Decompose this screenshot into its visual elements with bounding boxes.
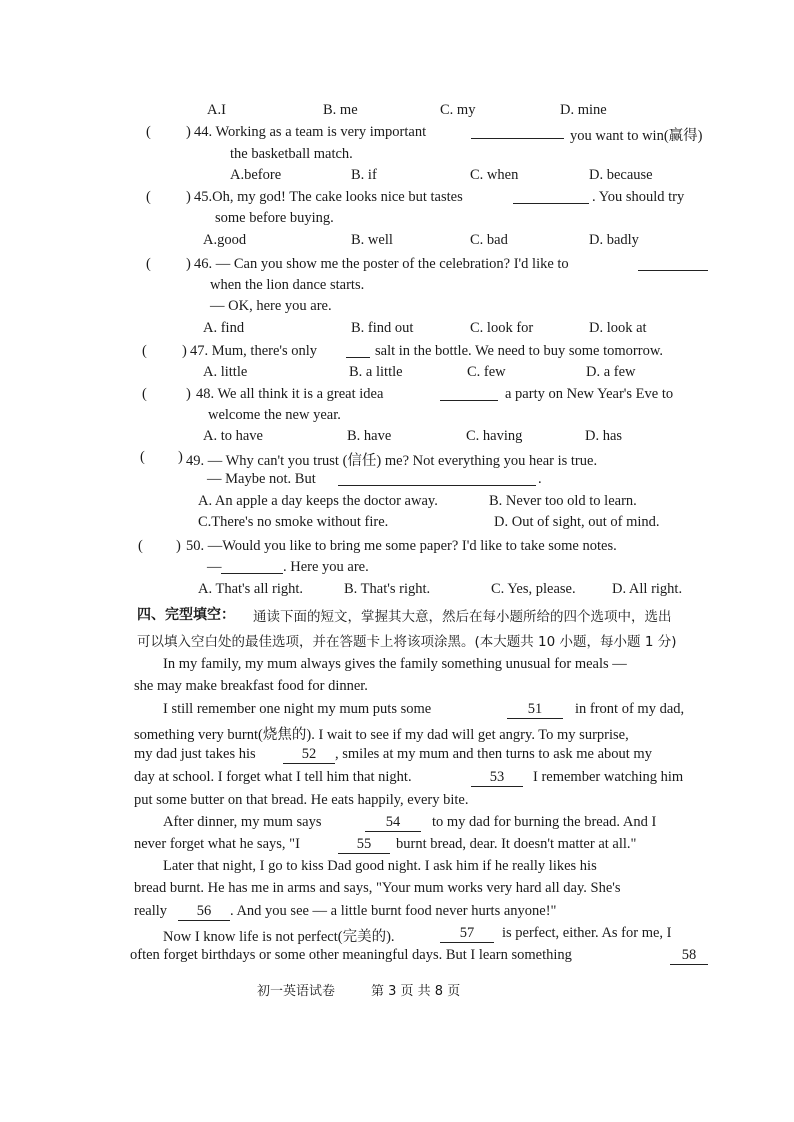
- answer-paren-open: (: [146, 189, 151, 205]
- q46-blank: [638, 256, 708, 271]
- q48-blank: [440, 386, 498, 401]
- q49-option-c: C.There's no smoke without fire.: [198, 514, 389, 530]
- q46-stem-line3: — OK, here you are.: [210, 298, 332, 314]
- q45-option-b: B. well: [351, 232, 393, 248]
- section-instruction-line1: 通读下面的短文，掌握其大意，然后在每小题所给的四个选项中，选出: [253, 609, 672, 625]
- passage-line: she may make breakfast food for dinner.: [134, 678, 368, 694]
- q49-option-b: B. Never too old to learn.: [489, 493, 637, 509]
- passage-line: In my family, my mum always gives the family something unusual for meals —: [163, 656, 627, 672]
- q46-option-c: C. look for: [470, 320, 534, 336]
- section-title: 四、完型填空：: [137, 607, 235, 623]
- passage-line: Later that night, I go to kiss Dad good night. I ask him if he really likes his: [163, 858, 597, 874]
- q43-option-d: D. mine: [560, 102, 607, 118]
- q49-blank: [338, 471, 536, 486]
- answer-paren-close: ): [186, 124, 191, 140]
- section-instruction-line2: 可以填入空白处的最佳选项，并在答题卡上将该项涂黑。(本大题共 10 小题，每小题 1 分): [137, 634, 677, 650]
- q47-blank: [346, 343, 370, 358]
- answer-paren-close: ): [186, 386, 191, 402]
- answer-paren-close: ): [176, 538, 181, 554]
- passage-line: After dinner, my mum says: [163, 814, 322, 830]
- q50-blank: [221, 559, 283, 574]
- passage-line: bread burnt. He has me in arms and says, "Your mum works very hard all day. She's: [134, 880, 621, 896]
- q48-stem-line2: welcome the new year.: [208, 407, 341, 423]
- passage-line: in front of my dad,: [575, 701, 685, 717]
- q45-option-d: D. badly: [589, 232, 639, 248]
- answer-paren-close: ): [186, 189, 191, 205]
- q46-stem-line2: when the lion dance starts.: [210, 277, 365, 293]
- q44-stem-line2: the basketball match.: [230, 146, 353, 162]
- answer-paren-close: ): [178, 449, 183, 465]
- q49-option-a: A. An apple a day keeps the doctor away.: [198, 493, 438, 509]
- q44-stem-end: you want to win(赢得): [570, 128, 703, 144]
- q45-blank: [513, 189, 589, 204]
- q43-option-b: B. me: [323, 102, 358, 118]
- q50-stem-end: . Here you are.: [283, 559, 369, 575]
- passage-line: my dad just takes his: [134, 746, 256, 762]
- q50-option-c: C. Yes, please.: [491, 581, 576, 597]
- cloze-blank-53: 53: [471, 769, 523, 787]
- q50-option-d: D. All right.: [612, 581, 683, 597]
- answer-paren-open: (: [142, 343, 147, 359]
- q48-option-a: A. to have: [203, 428, 263, 444]
- passage-line: put some butter on that bread. He eats happily, every bite.: [134, 792, 469, 808]
- cloze-blank-55: 55: [338, 836, 390, 854]
- q45-option-a: A.good: [203, 232, 247, 248]
- q50-stem-line1: 50. —Would you like to bring me some paper? I'd like to take some notes.: [186, 538, 617, 554]
- q46-stem-start: 46. — Can you show me the poster of the celebration? I'd like to: [194, 256, 569, 272]
- passage-line: often forget birthdays or some other meaningful days. But I learn something: [130, 947, 572, 963]
- passage-line: I still remember one night my mum puts some: [163, 701, 432, 717]
- passage-line: never forget what he says, "I: [134, 836, 300, 852]
- passage-line: . And you see — a little burnt food never hurts anyone!": [230, 903, 557, 919]
- passage-line: is perfect, either. As for me, I: [502, 925, 672, 941]
- exam-title: 初一英语试卷: [257, 984, 336, 999]
- q43-option-a: A.I: [207, 102, 226, 118]
- q47-option-d: D. a few: [586, 364, 636, 380]
- q48-stem-end: a party on New Year's Eve to: [505, 386, 674, 402]
- cloze-blank-57: 57: [440, 925, 494, 943]
- q44-stem-start: 44. Working as a team is very important: [194, 124, 427, 140]
- passage-line: something very burnt(烧焦的). I wait to see if my dad will get angry. To my surprise,: [134, 727, 629, 743]
- q44-option-c: C. when: [470, 167, 519, 183]
- q44-option-b: B. if: [351, 167, 377, 183]
- q50-option-b: B. That's right.: [344, 581, 431, 597]
- q45-stem-end: . You should try: [592, 189, 685, 205]
- q47-stem-end: salt in the bottle. We need to buy some tomorrow.: [375, 343, 663, 359]
- q45-stem-line2: some before buying.: [215, 210, 334, 226]
- q47-stem-start: 47. Mum, there's only: [190, 343, 318, 359]
- passage-line: really: [134, 903, 168, 919]
- q49-option-d: D. Out of sight, out of mind.: [494, 514, 660, 530]
- answer-paren-open: (: [146, 256, 151, 272]
- answer-paren-close: ): [186, 256, 191, 272]
- cloze-blank-51: 51: [507, 701, 563, 719]
- q44-option-a: A.before: [230, 167, 282, 183]
- q48-option-b: B. have: [347, 428, 392, 444]
- answer-paren-close: ): [182, 343, 187, 359]
- passage-line: Now I know life is not perfect(完美的).: [163, 929, 395, 945]
- q46-option-a: A. find: [203, 320, 245, 336]
- passage-line: day at school. I forget what I tell him that night.: [134, 769, 412, 785]
- q44-option-d: D. because: [589, 167, 653, 183]
- q45-option-c: C. bad: [470, 232, 508, 248]
- q50-option-a: A. That's all right.: [198, 581, 304, 597]
- q49-stem-start: — Maybe not. But: [207, 471, 316, 487]
- q46-option-d: D. look at: [589, 320, 647, 336]
- q47-option-c: C. few: [467, 364, 506, 380]
- q45-stem-start: 45.Oh, my god! The cake looks nice but tastes: [194, 189, 463, 205]
- answer-paren-open: (: [140, 449, 145, 465]
- passage-line: , smiles at my mum and then turns to ask me about my: [335, 746, 652, 762]
- passage-line: to my dad for burning the bread. And I: [432, 814, 657, 830]
- q47-option-a: A. little: [203, 364, 248, 380]
- q48-stem-start: 48. We all think it is a great idea: [196, 386, 384, 402]
- cloze-blank-52: 52: [283, 746, 335, 764]
- q43-option-c: C. my: [440, 102, 476, 118]
- q47-option-b: B. a little: [349, 364, 403, 380]
- q49-stem-line1: 49. — Why can't you trust (信任) me? Not everything you hear is true.: [186, 453, 598, 469]
- q48-option-d: D. has: [585, 428, 623, 444]
- q46-option-b: B. find out: [351, 320, 414, 336]
- passage-line: burnt bread, dear. It doesn't matter at all.": [396, 836, 637, 852]
- q50-stem-start: —: [207, 559, 222, 575]
- answer-paren-open: (: [138, 538, 143, 554]
- cloze-blank-56: 56: [178, 903, 230, 921]
- answer-paren-open: (: [146, 124, 151, 140]
- cloze-blank-58: 58: [670, 947, 708, 965]
- q44-blank: [471, 124, 564, 139]
- q48-option-c: C. having: [466, 428, 523, 444]
- page-number: 第 3 页 共 8 页: [371, 984, 461, 999]
- cloze-blank-54: 54: [365, 814, 421, 832]
- passage-line: I remember watching him: [533, 769, 684, 785]
- q49-stem-end: .: [538, 471, 542, 487]
- answer-paren-open: (: [142, 386, 147, 402]
